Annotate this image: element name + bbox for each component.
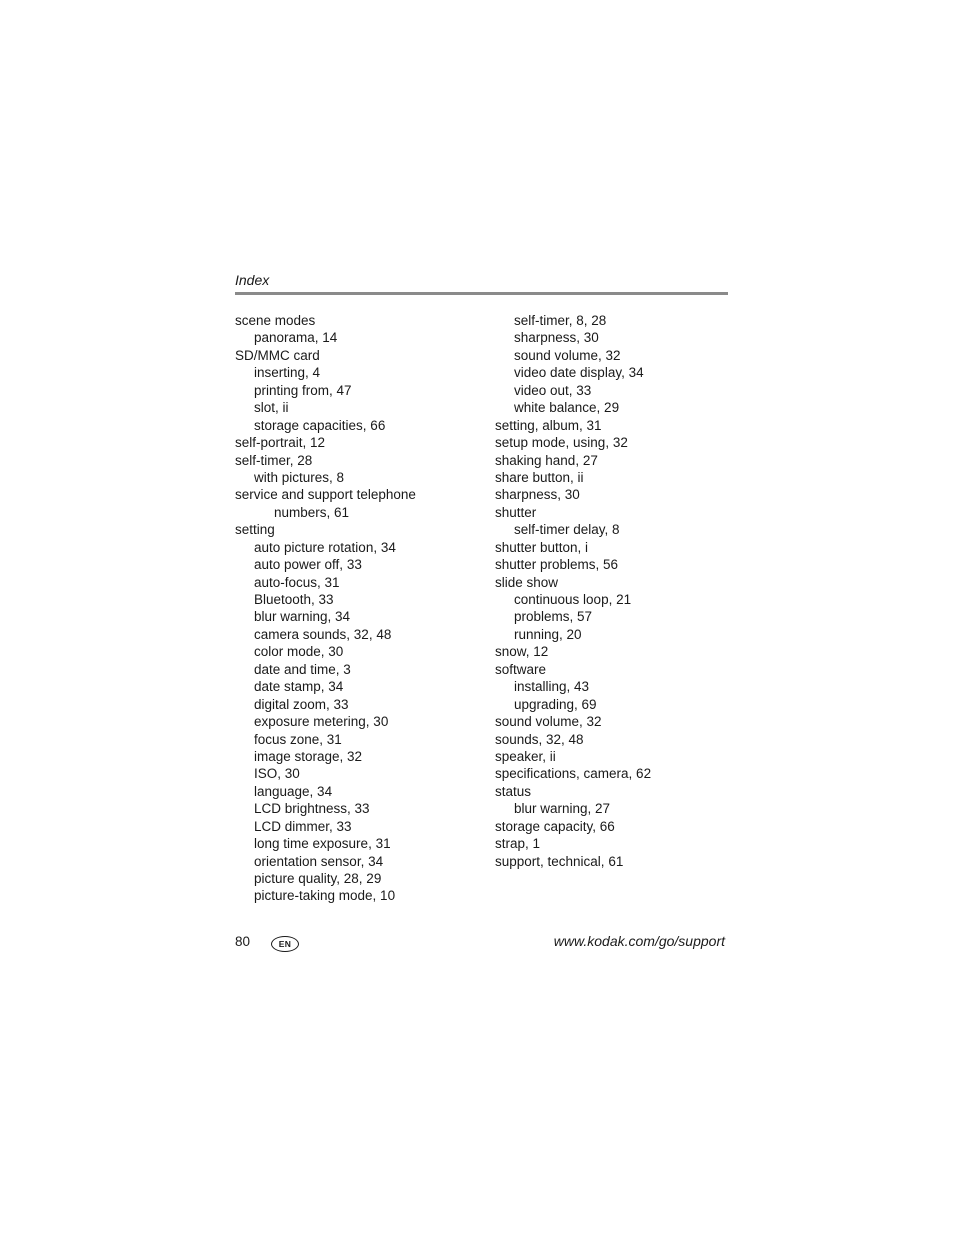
index-subentry: video date display, 34 — [514, 365, 644, 381]
index-column-left — [235, 312, 485, 905]
index-subentry: picture-taking mode, 10 — [254, 888, 396, 904]
index-subentry: exposure metering, 30 — [254, 714, 389, 730]
index-entry: shutter button, i — [495, 539, 589, 555]
index-entry: SD/MMC card — [235, 347, 320, 363]
index-entry: snow, 12 — [495, 644, 549, 660]
index-subentry: LCD dimmer, 33 — [254, 818, 352, 834]
index-subentry: running, 20 — [514, 626, 582, 642]
index-entry: share button, ii — [495, 469, 584, 485]
index-subentry: panorama, 14 — [254, 330, 338, 346]
index-subentry: with pictures, 8 — [254, 469, 345, 485]
index-subentry: white balance, 29 — [514, 400, 620, 416]
index-entry: support, technical, 61 — [495, 853, 624, 869]
index-subentry: Bluetooth, 33 — [254, 592, 334, 607]
index-subentry: orientation sensor, 34 — [254, 853, 384, 869]
index-subentry: auto-focus, 31 — [254, 574, 340, 590]
index-entry: software — [495, 661, 547, 677]
section-title: Index — [235, 272, 270, 288]
index-subentry: blur warning, 34 — [254, 609, 351, 625]
index-subentry: ISO, 30 — [254, 766, 300, 782]
index-subentry: inserting, 4 — [254, 365, 321, 381]
index-subentry: image storage, 32 — [254, 748, 363, 764]
index-subentry: auto power off, 33 — [254, 557, 362, 573]
index-subentry: blur warning, 27 — [514, 801, 611, 817]
index-entry: service and support telephone — [235, 487, 416, 503]
index-entry: setting, album, 31 — [495, 417, 602, 433]
index-entry: strap, 1 — [495, 836, 541, 852]
index-subentry: slot, ii — [254, 400, 289, 416]
index-entry: speaker, ii — [495, 748, 556, 764]
index-entry: setup mode, using, 32 — [495, 435, 628, 451]
index-subentry: sound volume, 32 — [514, 347, 621, 363]
index-entry: self-portrait, 12 — [235, 435, 326, 451]
header-divider — [235, 292, 728, 295]
index-entry: status — [495, 783, 532, 799]
index-column-right — [495, 312, 735, 870]
index-subentry: date and time, 3 — [254, 661, 351, 677]
index-entry: shutter problems, 56 — [495, 557, 619, 573]
index-subentry: storage capacities, 66 — [254, 417, 386, 433]
index-entry: storage capacity, 66 — [495, 818, 615, 834]
index-subentry: continuous loop, 21 — [514, 592, 632, 607]
index-subentry: LCD brightness, 33 — [254, 801, 370, 817]
index-entry: scene modes — [235, 313, 316, 328]
index-subentry: digital zoom, 33 — [254, 696, 349, 712]
index-subentry: self-timer, 8, 28 — [514, 313, 607, 328]
index-entry: sounds, 32, 48 — [495, 731, 584, 747]
index-subentry: installing, 43 — [514, 679, 590, 695]
index-subentry: self-timer delay, 8 — [514, 522, 620, 538]
support-url: www.kodak.com/go/support — [553, 933, 725, 949]
index-entry: sharpness, 30 — [495, 487, 580, 503]
page-number: 80 — [235, 934, 251, 949]
index-subentry: color mode, 30 — [254, 644, 344, 660]
index-subentry: language, 34 — [254, 783, 333, 799]
index-subentry: video out, 33 — [514, 382, 592, 398]
index-subentry: camera sounds, 32, 48 — [254, 626, 392, 642]
index-subentry: auto picture rotation, 34 — [254, 539, 396, 555]
index-entry: setting — [235, 522, 275, 538]
language-badge-icon: EN — [271, 936, 299, 952]
index-subentry: sharpness, 30 — [514, 330, 599, 346]
index-entry: slide show — [495, 574, 559, 590]
index-subentry: date stamp, 34 — [254, 679, 344, 695]
index-subentry: problems, 57 — [514, 609, 593, 625]
index-subentry: upgrading, 69 — [514, 696, 597, 712]
index-subentry: long time exposure, 31 — [254, 836, 391, 852]
index-subentry: focus zone, 31 — [254, 731, 342, 747]
index-subentry: printing from, 47 — [254, 382, 352, 398]
index-entry: shaking hand, 27 — [495, 452, 598, 468]
index-subentry: numbers, 61 — [274, 504, 350, 520]
index-entry: sound volume, 32 — [495, 714, 602, 730]
index-subentry: picture quality, 28, 29 — [254, 871, 382, 886]
index-entry: specifications, camera, 62 — [495, 766, 652, 782]
index-entry: shutter — [495, 504, 537, 520]
index-entry: self-timer, 28 — [235, 452, 313, 468]
